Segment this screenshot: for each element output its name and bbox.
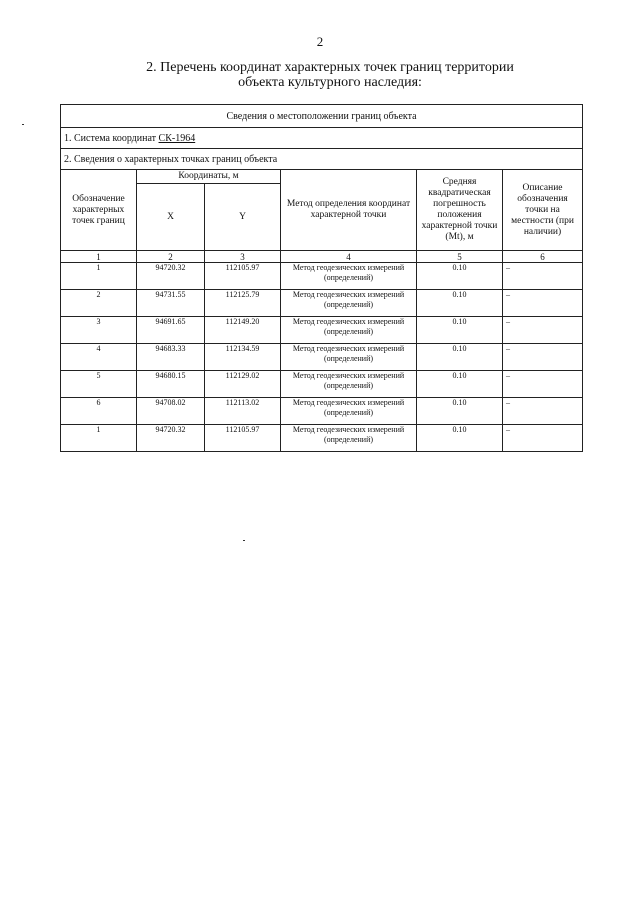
column-number: 5 bbox=[417, 251, 503, 263]
header-coords: Координаты, м bbox=[137, 170, 281, 184]
cell-error: 0.10 bbox=[417, 290, 503, 317]
header-method: Метод определения координат характерной точки bbox=[281, 170, 417, 251]
cell-error: 0.10 bbox=[417, 344, 503, 371]
points-info-row bbox=[61, 149, 583, 170]
table-title-row bbox=[61, 105, 583, 128]
column-number-row bbox=[61, 251, 583, 263]
column-number: 3 bbox=[205, 251, 281, 263]
cell-y: 112113.02 bbox=[205, 398, 281, 425]
cell-point: 4 bbox=[61, 344, 137, 371]
header-description: Описание обозначения точки на местности (при наличии) bbox=[503, 170, 583, 251]
cell-method: Метод геодезических измерений (определений) bbox=[281, 317, 417, 344]
cell-description: – bbox=[503, 398, 583, 425]
points-info-cell: 2. Сведения о характерных точках границ объекта bbox=[61, 149, 583, 170]
column-number: 2 bbox=[137, 251, 205, 263]
cell-point: 1 bbox=[61, 425, 137, 452]
table-row bbox=[61, 263, 583, 290]
table-row bbox=[61, 344, 583, 371]
table-row bbox=[61, 290, 583, 317]
cell-description: – bbox=[503, 263, 583, 290]
header-y: Y bbox=[205, 184, 281, 251]
coord-system-cell bbox=[61, 128, 583, 149]
cell-x: 94708.02 bbox=[137, 398, 205, 425]
heading-line-2: объекта культурного наследия: bbox=[238, 75, 422, 90]
header-row-top bbox=[61, 170, 583, 184]
cell-description: – bbox=[503, 290, 583, 317]
cell-x: 94720.32 bbox=[137, 263, 205, 290]
coord-system-label: 1. Система координат bbox=[64, 132, 157, 144]
cell-y: 112149.20 bbox=[205, 317, 281, 344]
heading-line-1: 2. Перечень координат характерных точек границ территории bbox=[146, 60, 514, 75]
cell-point: 3 bbox=[61, 317, 137, 344]
cell-method: Метод геодезических измерений (определений) bbox=[281, 263, 417, 290]
page-heading bbox=[0, 60, 640, 90]
table-row bbox=[61, 425, 583, 452]
cell-x: 94691.65 bbox=[137, 317, 205, 344]
cell-method: Метод геодезических измерений (определений) bbox=[281, 290, 417, 317]
cell-x: 94683.33 bbox=[137, 344, 205, 371]
cell-x: 94731.55 bbox=[137, 290, 205, 317]
cell-description: – bbox=[503, 425, 583, 452]
page-number: 2 bbox=[316, 34, 324, 49]
cell-description: – bbox=[503, 317, 583, 344]
cell-method: Метод геодезических измерений (определений) bbox=[281, 425, 417, 452]
cell-y: 112125.79 bbox=[205, 290, 281, 317]
scan-mark bbox=[22, 124, 24, 125]
cell-point: 5 bbox=[61, 371, 137, 398]
cell-error: 0.10 bbox=[417, 425, 503, 452]
cell-error: 0.10 bbox=[417, 317, 503, 344]
cell-point: 6 bbox=[61, 398, 137, 425]
header-error: Средняя квадратическая погрешность положения характерной точки (Мt), м bbox=[417, 170, 503, 251]
column-number: 1 bbox=[61, 251, 137, 263]
coord-system-row bbox=[61, 128, 583, 149]
cell-error: 0.10 bbox=[417, 263, 503, 290]
column-number: 4 bbox=[281, 251, 417, 263]
scan-mark bbox=[243, 540, 245, 541]
cell-error: 0.10 bbox=[417, 371, 503, 398]
cell-point: 2 bbox=[61, 290, 137, 317]
cell-y: 112105.97 bbox=[205, 425, 281, 452]
cell-y: 112129.02 bbox=[205, 371, 281, 398]
cell-y: 112134.59 bbox=[205, 344, 281, 371]
table-title: Сведения о местоположении границ объекта bbox=[61, 105, 583, 128]
cell-x: 94720.32 bbox=[137, 425, 205, 452]
cell-error: 0.10 bbox=[417, 398, 503, 425]
cell-x: 94680.15 bbox=[137, 371, 205, 398]
cell-description: – bbox=[503, 344, 583, 371]
cell-point: 1 bbox=[61, 263, 137, 290]
cell-description: – bbox=[503, 371, 583, 398]
coord-system-value: СК-1964 bbox=[158, 132, 196, 144]
cell-method: Метод геодезических измерений (определений) bbox=[281, 398, 417, 425]
coordinates-table bbox=[60, 104, 583, 452]
column-number: 6 bbox=[503, 251, 583, 263]
header-x: X bbox=[137, 184, 205, 251]
table-row bbox=[61, 398, 583, 425]
cell-method: Метод геодезических измерений (определений) bbox=[281, 371, 417, 398]
table-row bbox=[61, 371, 583, 398]
cell-method: Метод геодезических измерений (определений) bbox=[281, 344, 417, 371]
cell-y: 112105.97 bbox=[205, 263, 281, 290]
table-row bbox=[61, 317, 583, 344]
header-point: Обозначение характерных точек границ bbox=[61, 170, 137, 251]
